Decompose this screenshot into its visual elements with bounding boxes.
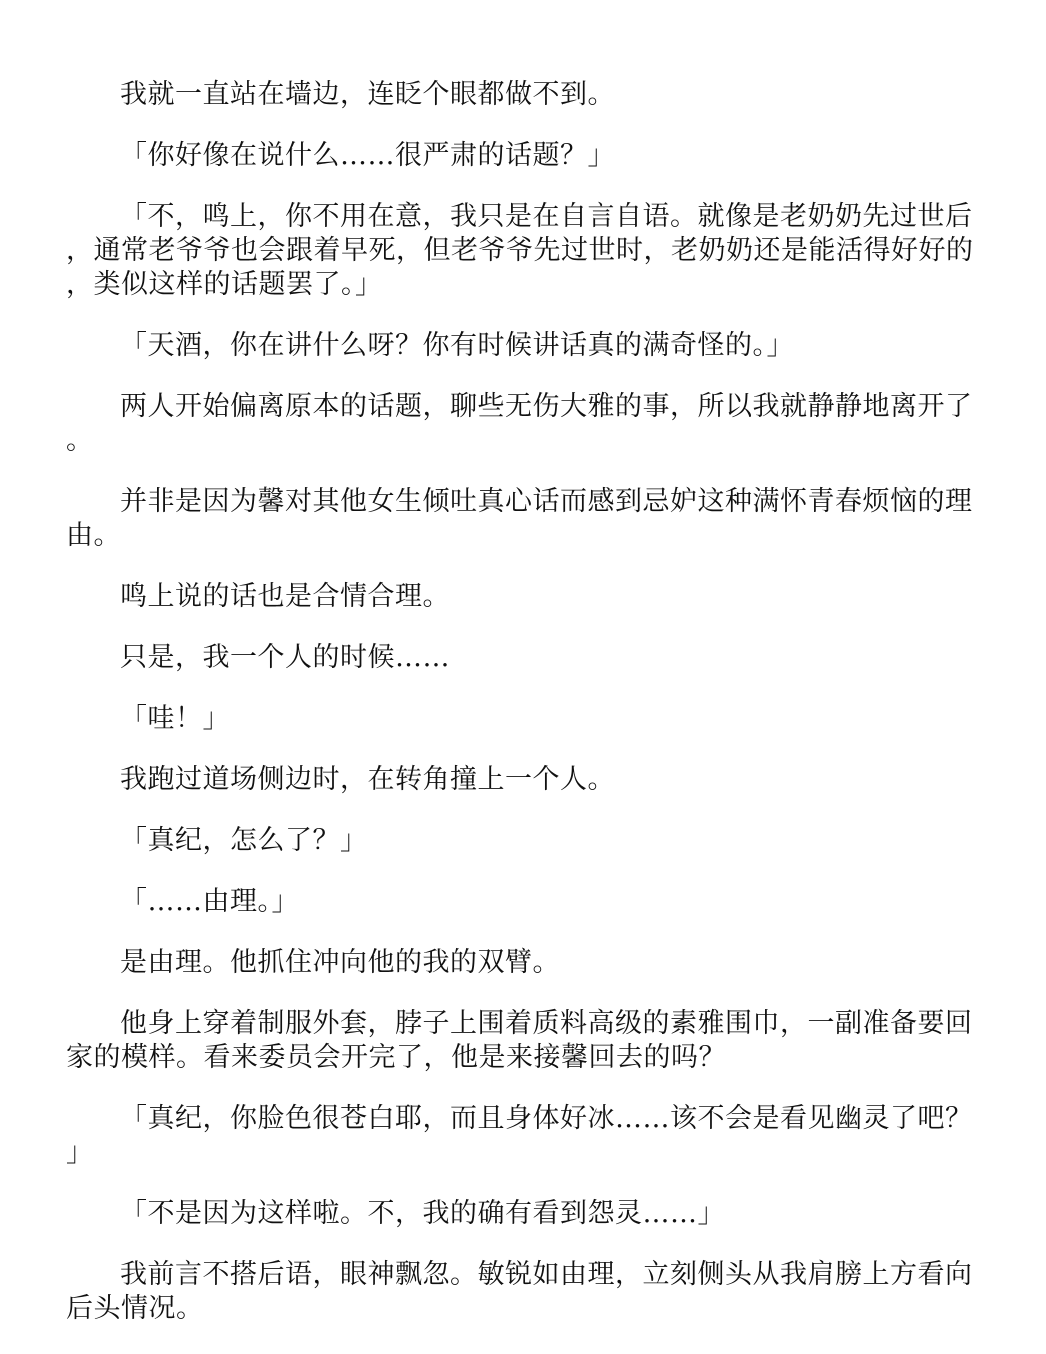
paragraph: 他身上穿着制服外套，脖子上围着质料高级的素雅围巾，一副准备要回家的模样。看来委员会开完了，他是来接馨回去的吗？ <box>66 1008 973 1073</box>
paragraph: 「不是因为这样啦。不，我的确有看到怨灵……」 <box>120 1198 725 1229</box>
paragraph: 是由理。他抓住冲向他的我的双臂。 <box>120 947 560 978</box>
paragraph: 「真纪，你脸色很苍白耶，而且身体好冰……该不会是看见幽灵了吧？」 <box>66 1103 973 1168</box>
paragraph: 「……由理。」 <box>120 886 299 917</box>
paragraph: 鸣上说的话也是合情合理。 <box>120 581 450 612</box>
paragraph: 「真纪，怎么了？」 <box>120 825 368 856</box>
paragraph: 并非是因为馨对其他女生倾吐真心话而感到忌妒这种满怀青春烦恼的理由。 <box>66 486 973 551</box>
paragraph: 「哇！」 <box>120 703 230 734</box>
paragraph: 我前言不搭后语，眼神飘忽。敏锐如由理，立刻侧头从我肩膀上方看向后头情况。 <box>66 1259 973 1324</box>
paragraph: 我跑过道场侧边时，在转角撞上一个人。 <box>120 764 615 795</box>
paragraph: 只是，我一个人的时候…… <box>120 642 450 673</box>
paragraph: 两人开始偏离原本的话题，聊些无伤大雅的事，所以我就静静地离开了。 <box>66 391 973 456</box>
paragraph: 「不，鸣上，你不用在意，我只是在自言自语。就像是老奶奶先过世后，通常老爷爷也会跟着早死，但老爷爷先过世时，老奶奶还是能活得好好的，类似这样的话题罢了。」 <box>66 201 974 300</box>
paragraph: 「天酒，你在讲什么呀？你有时候讲话真的满奇怪的。」 <box>120 330 794 361</box>
paragraph: 我就一直站在墙边，连眨个眼都做不到。 <box>120 79 615 110</box>
paragraph: 「你好像在说什么……很严肃的话题？」 <box>120 140 615 171</box>
body-text <box>66 78 978 1353</box>
